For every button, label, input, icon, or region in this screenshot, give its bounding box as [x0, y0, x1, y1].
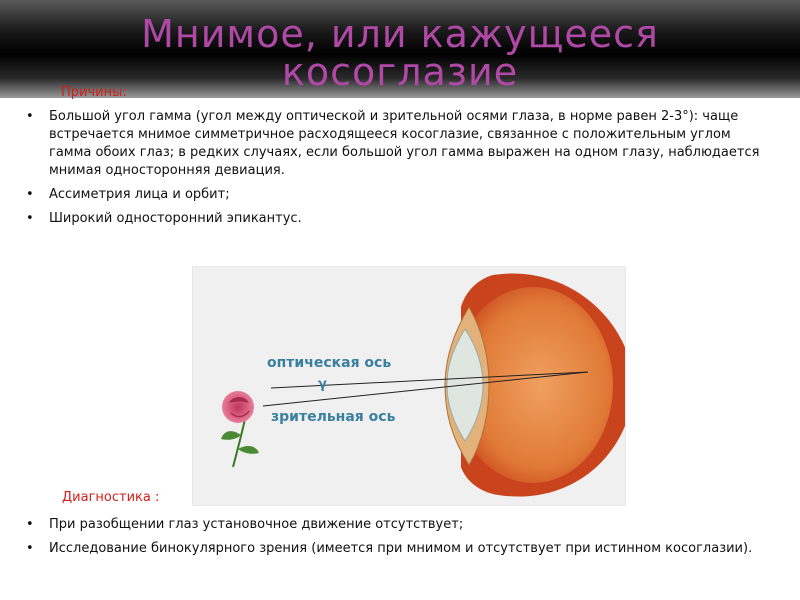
eye-axes-illustration [192, 266, 626, 506]
optical-axis-label: оптическая ось [267, 355, 392, 371]
diagnostics-item-binocular: • Исследование бинокулярного зрения (имеется при мнимом и отсутствует при истинном косоглазии). [0, 540, 770, 558]
reasons-list [0, 108, 770, 234]
reason-item-gamma-angle: • Большой угол гамма (угол между оптической и зрительной осями глаза, в норме равен 2-3°): чаще встречается мнимое симметричное расходящееся косоглазие, связанное с положительным углом гамма обоих глаз; в редких случаях, если большой угол гамма выражен на одном глазу, наблюдается мнимая односторонняя девиация. [0, 108, 770, 180]
gamma-angle-label: γ [318, 377, 327, 392]
diagnostics-heading: Диагностика : [62, 490, 160, 505]
diagnostics-list [0, 516, 770, 564]
visual-axis-label: зрительная ось [271, 409, 396, 425]
reasons-heading: Причины: [61, 85, 127, 100]
reason-item-epicanthus: • Широкий односторонний эпикантус. [0, 210, 770, 228]
eye-diagram [193, 267, 625, 505]
eyeball [445, 274, 625, 497]
diagnostics-item-fixation: • При разобщении глаз установочное движение отсутствует; [0, 516, 770, 534]
slide-title-line-2: косоглазие [281, 50, 519, 94]
slide-title-line-1: Мнимое, или кажущееся [141, 12, 659, 56]
rose-illustration [221, 391, 259, 467]
reason-item-asymmetry: • Ассиметрия лица и орбит; [0, 186, 770, 204]
